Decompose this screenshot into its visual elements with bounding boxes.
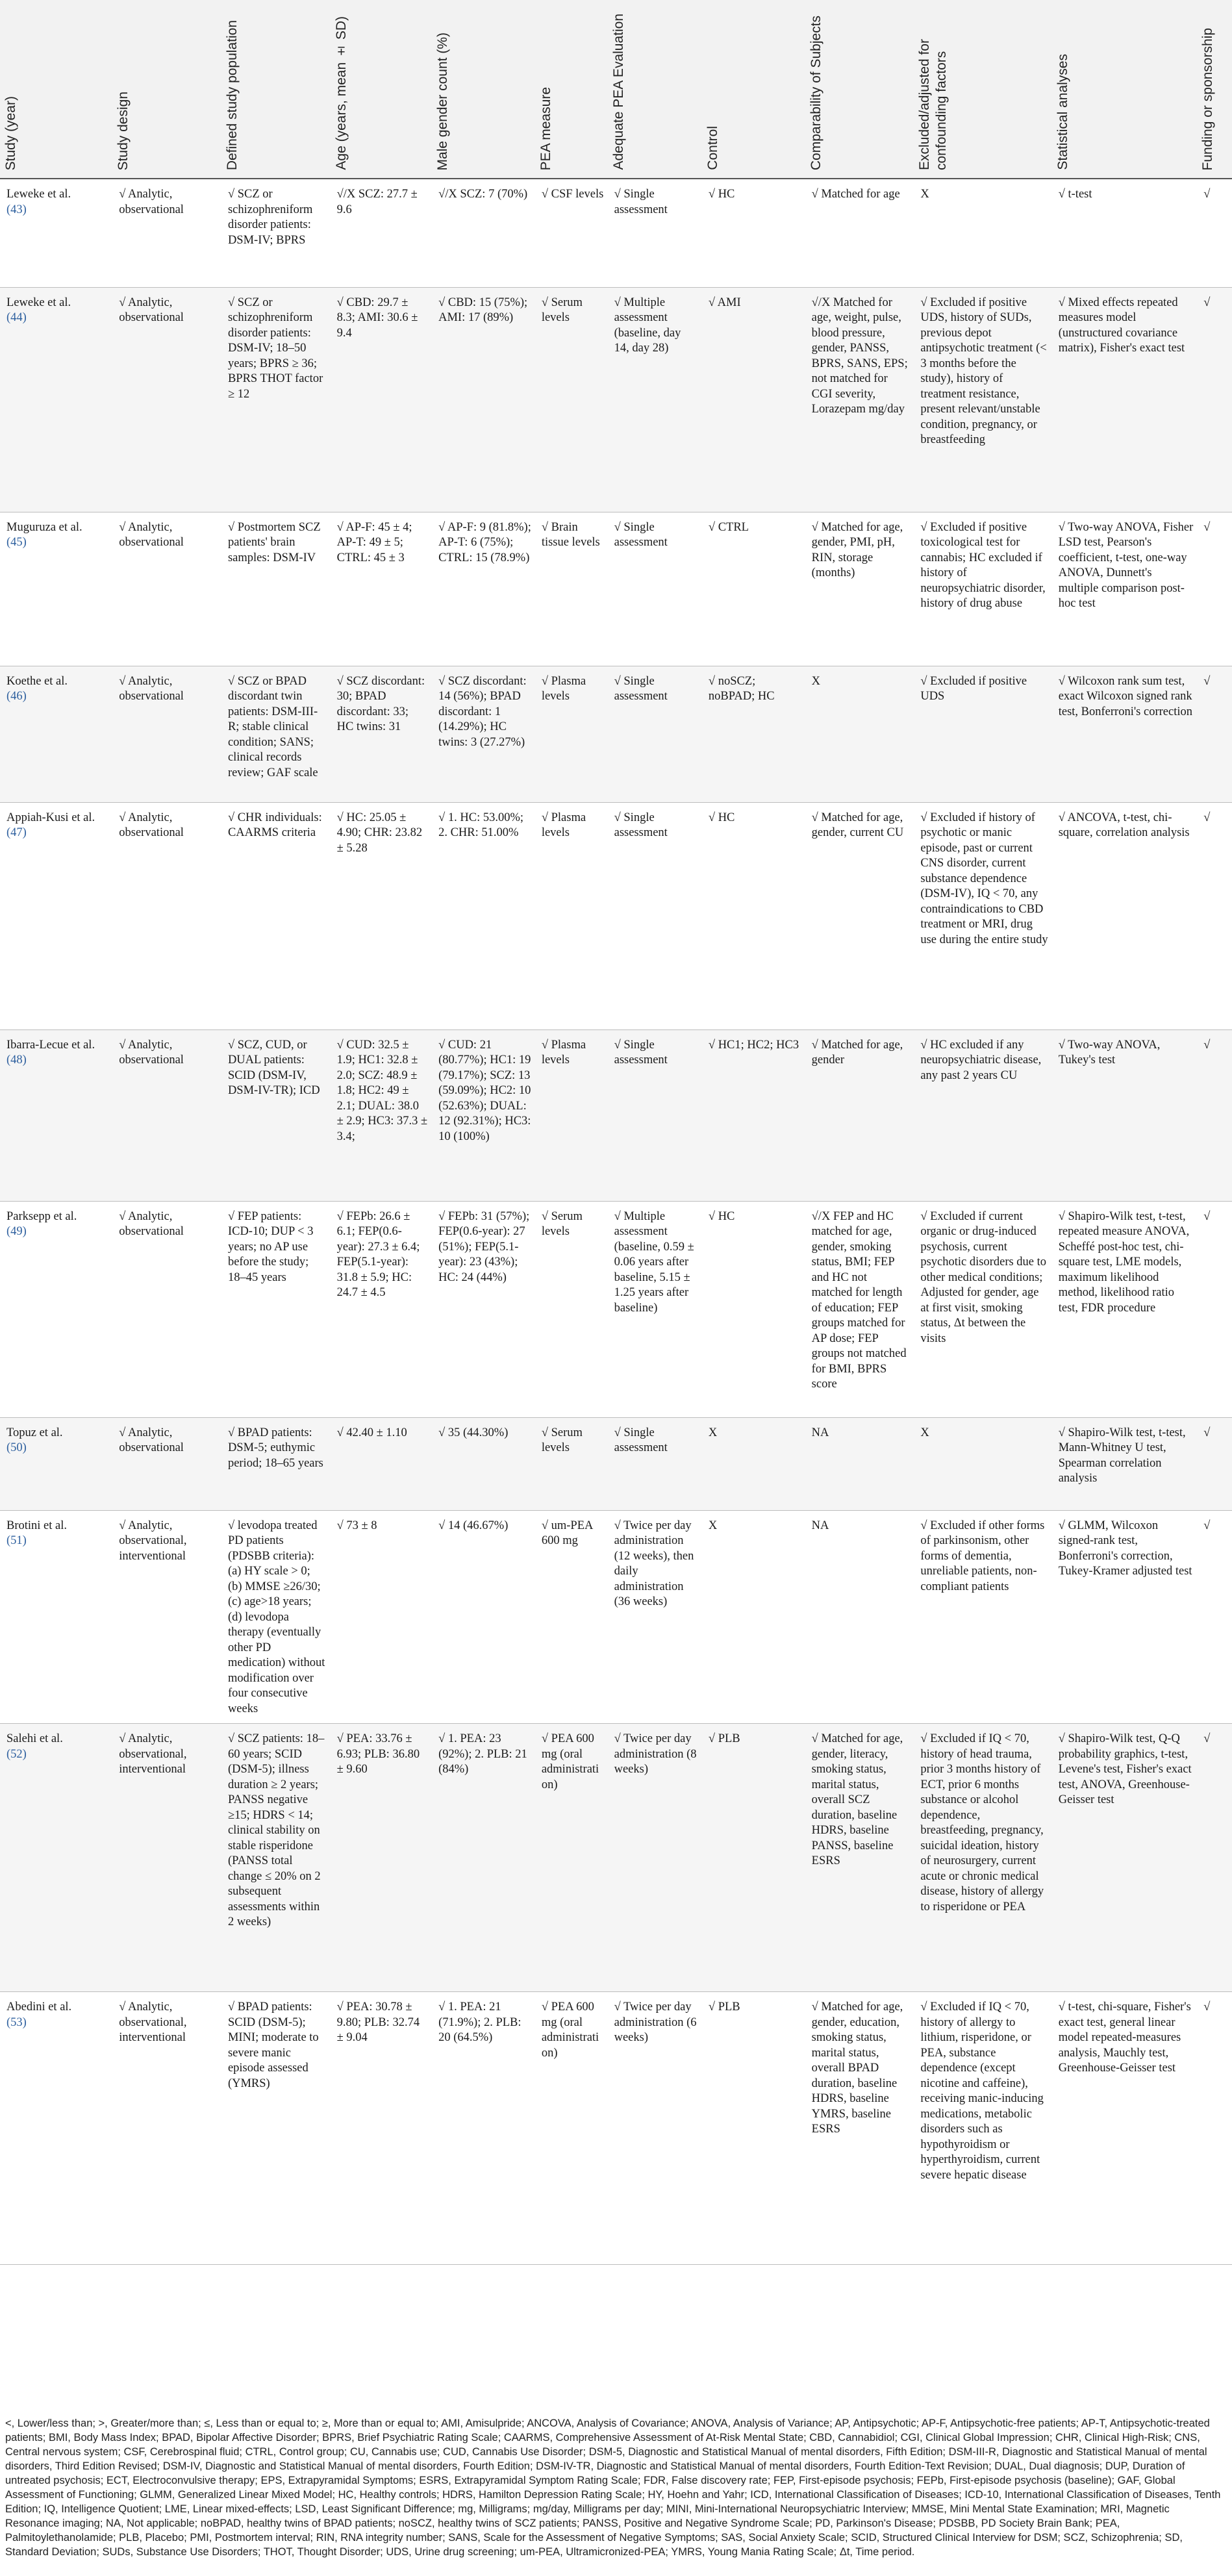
- pea-measure-cell: √ Plasma levels: [535, 666, 608, 802]
- pea-evaluation-cell: √ Single assessment: [608, 666, 702, 802]
- abbreviations-footnote: <, Lower/less than; >, Greater/more than; ≤, Less than or equal to; ≥, More than or equal to; AMI, Amisulpride; ANCOVA, Analysis of Covariance; ANOVA, Analysis of Variance; AP, Antipsychotic; AP-F, Antipsychotic-free patients; AP-T, Antipsychotic-treated patients; BMI, Body Mass Index; BPAD, Bipolar Affective Disorder; BPRS, Brief Psychiatric Rating Scale; CAARMS, Comprehensive Assessment of At-Risk Mental State; CBD, Cannabidiol; CGI, Clinical Global Impression; CHR, Clinical High-Risk; CNS, Central nervous system; CSF, Cerebrospinal fluid; CTRL, Control group; CU, Cannabis use; CUD, Cannabis Use Disorder; DSM-5, Diagnostic and Statistical Manual of mental disorders, Fifth Edition; DSM-III-R, Diagnostic and Statistical Manual of mental disorders, Third Edition Revised; DSM-IV, Diagnostic and Statistical Manual of mental disorders, Fourth Edition; DSM-IV-TR, Diagnostic and Statistical Manual of mental disorders, Fourth Edition-Text Revision; DUAL, Dual diagnosis; DUP, Duration of untreated psychosis; ECT, Electroconvulsive therapy; EPS, Extrapyramidal Symptoms; ESRS, Extrapyramidal Symptom Rating Scale; FDR, False discovery rate; FEP, First-episode psychosis; FEPb, First-episode psychosis (baseline); GAF, Global Assessment of Functioning; GLMM, Generalized Linear Mixed Model; HC, Healthy controls; HDRS, Hamilton Depression Rating Scale; HY, Hoehn and Yahr; ICD, International Classification of Diseases; ICD-10, International Classification of Diseases, Tenth Edition; IQ, Intelligence Quotient; LME, Linear mixed-effects; LSD, Least Significant Difference; mg, Milligrams; mg/day, Milligrams per day; MINI, Mini-International Neuropsychiatric Interview; MMSE, Mini Mental State Examination; MRI, Magnetic Resonance imaging; NA, Not applicable; noBPAD, healthy twins of BPAD patients; noSCZ, healthy twins of SCZ patients; PANSS, Positive and Negative Syndrome Scale; PD, Parkinson's Disease; PDSBB, PD Society Brain Bank; PEA, Palmitoylethanolamide; PLB, Placebo; PMI, Postmortem interval; RIN, RNA integrity number; SANS, Scale for the Assessment of Negative Symptoms; SAS, Social Anxiety Scale; SCID, Structured Clinical Interview for DSM; SCZ, Schizophrenia; SD, Standard Deviation; SUDs, Substance Use Disorders; THOT, Thought Disorder; UDS, Urine drug screening; um-PEA, Ultramicronized-PEA; YMRS, Young Mania Rating Scale; Δt, Time period.: [5, 2418, 1221, 2558]
- age-cell: √ HC: 25.05 ± 4.90; CHR: 23.82 ± 5.28: [331, 802, 432, 1029]
- study-cell: Leweke et al. (44): [0, 287, 112, 512]
- age-cell: √ FEPb: 26.6 ± 6.1; FEP(0.6-year): 27.3 ± 6.4; FEP(5.1-year): 31.8 ± 5.9; HC: 24.7 ± 4.5: [331, 1201, 432, 1417]
- statistics-cell: √ Two-way ANOVA, Fisher LSD test, Pearson's coefficient, t-test, one-way ANOVA, Dunnett's multiple comparison post-hoc test: [1052, 512, 1198, 666]
- age-cell: √ PEA: 33.76 ± 6.93; PLB: 36.80 ± 9.60: [331, 1724, 432, 1992]
- header-cell: Excluded/adjusted for confounding factors: [914, 0, 1051, 179]
- header-cell: Study design: [112, 0, 221, 179]
- funding-cell: √: [1197, 287, 1232, 512]
- reference-link[interactable]: (48): [6, 1054, 27, 1067]
- statistics-cell: √ ANCOVA, t-test, chi-square, correlation analysis: [1052, 802, 1198, 1029]
- design-cell: √ Analytic, observational: [112, 179, 221, 287]
- table-row: [0, 179, 1232, 287]
- population-cell: √ FEP patients: ICD-10; DUP < 3 years; no AP use before the study; 18–45 years: [221, 1201, 331, 1417]
- study-cell: Parksepp et al. (49): [0, 1201, 112, 1417]
- population-cell: √ SCZ or schizophreniform disorder patients: DSM-IV; BPRS: [221, 179, 331, 287]
- male-count-cell: √ 14 (46.67%): [432, 1510, 535, 1724]
- comparability-cell: √ Matched for age, gender, literacy, smoking status, marital status, overall SCZ duration, baseline HDRS, baseline PANSS, baseline ESRS: [805, 1724, 914, 1992]
- population-cell: √ SCZ or schizophreniform disorder patients: DSM-IV; 18–50 years; BPRS ≥ 36; BPRS THOT factor ≥ 12: [221, 287, 331, 512]
- design-cell: √ Analytic, observational: [112, 1417, 221, 1510]
- age-cell: √ CBD: 29.7 ± 8.3; AMI: 30.6 ± 9.4: [331, 287, 432, 512]
- funding-cell: √: [1197, 1029, 1232, 1201]
- control-cell: √ PLB: [702, 1992, 805, 2265]
- population-cell: √ SCZ or BPAD discordant twin patients: DSM-III-R; stable clinical condition; SANS; clinical records review; GAF scale: [221, 666, 331, 802]
- confounders-cell: √ Excluded if positive toxicological test for cannabis; HC excluded if history of neuropsychiatric disorder, history of drug abuse: [914, 512, 1051, 666]
- funding-cell: √: [1197, 179, 1232, 287]
- age-cell: √ 42.40 ± 1.10: [331, 1417, 432, 1510]
- comparability-cell: √ Matched for age, gender, current CU: [805, 802, 914, 1029]
- male-count-cell: √ FEPb: 31 (57%); FEP(0.6-year): 27 (51%); FEP(5.1-year): 23 (43%); HC: 24 (44%): [432, 1201, 535, 1417]
- pea-measure-cell: √ Brain tissue levels: [535, 512, 608, 666]
- control-cell: √ PLB: [702, 1724, 805, 1992]
- comparability-cell: √ Matched for age, gender, education, smoking status, marital status, overall BPAD duration, baseline HDRS, baseline YMRS, baseline ESRS: [805, 1992, 914, 2265]
- study-cell: Leweke et al. (43): [0, 179, 112, 287]
- statistics-cell: √ Shapiro-Wilk test, t-test, Mann-Whitney U test, Spearman correlation analysis: [1052, 1417, 1198, 1510]
- header-row: [0, 0, 1232, 179]
- header-cell: PEA measure: [535, 0, 608, 179]
- comparability-cell: √ Matched for age, gender: [805, 1029, 914, 1201]
- age-cell: √ AP-F: 45 ± 4; AP-T: 49 ± 5; CTRL: 45 ± 3: [331, 512, 432, 666]
- table-row: [0, 287, 1232, 512]
- design-cell: √ Analytic, observational, interventional: [112, 1992, 221, 2265]
- study-cell: Topuz et al. (50): [0, 1417, 112, 1510]
- male-count-cell: √ CUD: 21 (80.77%); HC1: 19 (79.17%); SCZ: 13 (59.09%); HC2: 10 (52.63%); DUAL: 12 (92.31%); HC3: 10 (100%): [432, 1029, 535, 1201]
- header-cell: Adequate PEA Evaluation: [608, 0, 702, 179]
- design-cell: √ Analytic, observational: [112, 802, 221, 1029]
- study-cell: Abedini et al. (53): [0, 1992, 112, 2265]
- male-count-cell: √ 35 (44.30%): [432, 1417, 535, 1510]
- comparability-cell: NA: [805, 1417, 914, 1510]
- study-cell: Muguruza et al. (45): [0, 512, 112, 666]
- population-cell: √ SCZ, CUD, or DUAL patients: SCID (DSM-IV, DSM-IV-TR); ICD: [221, 1029, 331, 1201]
- male-count-cell: √ 1. HC: 53.00%; 2. CHR: 51.00%: [432, 802, 535, 1029]
- header-cell: Statistical analyses: [1052, 0, 1198, 179]
- pea-evaluation-cell: √ Multiple assessment (baseline, 0.59 ± 0.06 years after baseline, 5.15 ± 1.25 years after baseline): [608, 1201, 702, 1417]
- control-cell: √ HC1; HC2; HC3: [702, 1029, 805, 1201]
- male-count-cell: √ 1. PEA: 21 (71.9%); 2. PLB: 20 (64.5%): [432, 1992, 535, 2265]
- header-cell: Funding or sponsorship: [1197, 0, 1232, 179]
- reference-link[interactable]: (49): [6, 1225, 27, 1238]
- study-cell: Salehi et al. (52): [0, 1724, 112, 1992]
- comparability-cell: √ Matched for age: [805, 179, 914, 287]
- pea-evaluation-cell: √ Twice per day administration (12 weeks), then daily administration (36 weeks): [608, 1510, 702, 1724]
- pea-evaluation-cell: √ Single assessment: [608, 802, 702, 1029]
- header-cell: Study (year): [0, 0, 112, 179]
- control-cell: √ AMI: [702, 287, 805, 512]
- pea-measure-cell: √ Plasma levels: [535, 802, 608, 1029]
- funding-cell: √: [1197, 1724, 1232, 1992]
- pea-evaluation-cell: √ Twice per day administration (8 weeks): [608, 1724, 702, 1992]
- table-row: [0, 1417, 1232, 1510]
- funding-cell: √: [1197, 512, 1232, 666]
- comparability-cell: X: [805, 666, 914, 802]
- pea-evaluation-cell: √ Single assessment: [608, 1029, 702, 1201]
- confounders-cell: X: [914, 1417, 1051, 1510]
- pea-measure-cell: √ Serum levels: [535, 287, 608, 512]
- age-cell: √ CUD: 32.5 ± 1.9; HC1: 32.8 ± 2.0; SCZ: 48.9 ± 1.8; HC2: 49 ± 2.1; DUAL: 38.0 ± 2.9; HC3: 37.3 ± 3.4;: [331, 1029, 432, 1201]
- comparability-cell: NA: [805, 1510, 914, 1724]
- confounders-cell: √ Excluded if other forms of parkinsonism, other forms of dementia, unreliable patients, non-compliant patients: [914, 1510, 1051, 1724]
- table-row: [0, 1201, 1232, 1417]
- design-cell: √ Analytic, observational: [112, 1029, 221, 1201]
- header-cell: Male gender count (%): [432, 0, 535, 179]
- confounders-cell: √ Excluded if positive UDS, history of SUDs, previous depot antipsychotic treatment (< 3 months before the study), history of treatment resistance, present relevant/unstable condition, pregnancy, or breastfeeding: [914, 287, 1051, 512]
- pea-evaluation-cell: √ Multiple assessment (baseline, day 14, day 28): [608, 287, 702, 512]
- table-row: [0, 666, 1232, 802]
- pea-evaluation-cell: √ Single assessment: [608, 179, 702, 287]
- confounders-cell: √ Excluded if IQ < 70, history of head trauma, prior 3 months history of ECT, prior 6 months substance or alcohol dependence, breastfeeding, pregnancy, suicidal ideation, history of neurosurgery, current acute or chronic medical disease, history of allergy to risperidone or PEA: [914, 1724, 1051, 1992]
- reference-link[interactable]: (51): [6, 1534, 27, 1547]
- control-cell: √ HC: [702, 179, 805, 287]
- population-cell: √ BPAD patients: DSM-5; euthymic period; 18–65 years: [221, 1417, 331, 1510]
- population-cell: √ CHR individuals: CAARMS criteria: [221, 802, 331, 1029]
- statistics-cell: √ GLMM, Wilcoxon signed-rank test, Bonferroni's correction, Tukey-Kramer adjusted test: [1052, 1510, 1198, 1724]
- pea-measure-cell: √ PEA 600 mg (oral administration): [535, 1992, 608, 2265]
- population-cell: √ Postmortem SCZ patients' brain samples: DSM-IV: [221, 512, 331, 666]
- funding-cell: √: [1197, 1417, 1232, 1510]
- age-cell: √/X SCZ: 27.7 ± 9.6: [331, 179, 432, 287]
- male-count-cell: √ AP-F: 9 (81.8%); AP-T: 6 (75%); CTRL: 15 (78.9%): [432, 512, 535, 666]
- male-count-cell: √/X SCZ: 7 (70%): [432, 179, 535, 287]
- age-cell: √ 73 ± 8: [331, 1510, 432, 1724]
- reference-link[interactable]: (47): [6, 826, 27, 839]
- pea-measure-cell: √ Serum levels: [535, 1201, 608, 1417]
- comparability-cell: √ Matched for age, gender, PMI, pH, RIN, storage (months): [805, 512, 914, 666]
- population-cell: √ SCZ patients: 18–60 years; SCID (DSM-5); illness duration ≥ 2 years; PANSS negative ≥15; HDRS < 14; clinical stability on stable risperidone (PANSS total change ≤ 20% on 2 subsequent assessments within 2 weeks): [221, 1724, 331, 1992]
- study-cell: Brotini et al. (51): [0, 1510, 112, 1724]
- funding-cell: √: [1197, 666, 1232, 802]
- study-cell: Koethe et al. (46): [0, 666, 112, 802]
- design-cell: √ Analytic, observational: [112, 512, 221, 666]
- pea-measure-cell: √ um-PEA 600 mg: [535, 1510, 608, 1724]
- age-cell: √ SCZ discordant: 30; BPAD discordant: 33; HC twins: 31: [331, 666, 432, 802]
- table-row: [0, 512, 1232, 666]
- confounders-cell: √ Excluded if history of psychotic or manic episode, past or current CNS disorder, current substance dependence (DSM-IV), IQ < 70, any contraindications to CBD treatment or MRI, drug use during the entire study: [914, 802, 1051, 1029]
- confounders-cell: √ Excluded if IQ < 70, history of allergy to lithium, risperidone, or PEA, substance dependence (except nicotine and caffeine), receiving manic-inducing medications, metabolic disorders such as hypothyroidism or hyperthyroidism, current severe hepatic disease: [914, 1992, 1051, 2265]
- table-row: [0, 1029, 1232, 1201]
- design-cell: √ Analytic, observational, interventional: [112, 1510, 221, 1724]
- pea-measure-cell: √ Serum levels: [535, 1417, 608, 1510]
- statistics-cell: √ t-test, chi-square, Fisher's exact test, general linear model repeated-measures analysis, Mauchly test, Greenhouse-Geisser test: [1052, 1992, 1198, 2265]
- statistics-cell: √ Mixed effects repeated measures model (unstructured covariance matrix), Fisher's exact test: [1052, 287, 1198, 512]
- design-cell: √ Analytic, observational: [112, 666, 221, 802]
- table-row: [0, 1724, 1232, 1992]
- statistics-cell: √ Shapiro-Wilk test, t-test, repeated measure ANOVA, Scheffé post-hoc test, chi-square test, LME models, maximum likelihood method, likelihood ratio test, FDR procedure: [1052, 1201, 1198, 1417]
- reference-link[interactable]: (44): [6, 311, 27, 324]
- control-cell: X: [702, 1417, 805, 1510]
- age-cell: √ PEA: 30.78 ± 9.80; PLB: 32.74 ± 9.04: [331, 1992, 432, 2265]
- reference-link[interactable]: (53): [6, 2015, 27, 2029]
- header-cell: Comparability of Subjects: [805, 0, 914, 179]
- reference-link[interactable]: (45): [6, 536, 27, 549]
- table-row: [0, 1992, 1232, 2265]
- control-cell: √ HC: [702, 1201, 805, 1417]
- pea-measure-cell: √ PEA 600 mg (oral administration): [535, 1724, 608, 1992]
- control-cell: X: [702, 1510, 805, 1724]
- comparability-cell: √/X FEP and HC matched for age, gender, smoking status, BMI; FEP and HC not matched for length of education; FEP groups matched for AP dose; FEP groups not matched for BMI, BPRS score: [805, 1201, 914, 1417]
- confounders-cell: √ Excluded if current organic or drug-induced psychosis, current psychotic disorders due to other medical conditions; Adjusted for gender, age at first visit, smoking status, Δt between the visits: [914, 1201, 1051, 1417]
- statistics-cell: √ Shapiro-Wilk test, Q-Q probability graphics, t-test, Levene's test, Fisher's exact test, ANOVA, Greenhouse-Geisser test: [1052, 1724, 1198, 1992]
- funding-cell: √: [1197, 802, 1232, 1029]
- control-cell: √ noSCZ; noBPAD; HC: [702, 666, 805, 802]
- statistics-cell: √ Two-way ANOVA, Tukey's test: [1052, 1029, 1198, 1201]
- reference-link[interactable]: (43): [6, 203, 27, 216]
- statistics-cell: √ Wilcoxon rank sum test, exact Wilcoxon signed rank test, Bonferroni's correction: [1052, 666, 1198, 802]
- pea-evaluation-cell: √ Twice per day administration (6 weeks): [608, 1992, 702, 2265]
- table-row: [0, 1510, 1232, 1724]
- funding-cell: √: [1197, 1201, 1232, 1417]
- design-cell: √ Analytic, observational: [112, 1201, 221, 1417]
- confounders-cell: X: [914, 179, 1051, 287]
- reference-link[interactable]: (52): [6, 1747, 27, 1761]
- comparability-cell: √/X Matched for age, weight, pulse, blood pressure, gender, PANSS, BPRS, SANS, EPS; not matched for CGI severity, Lorazepam mg/day: [805, 287, 914, 512]
- header-cell: Control: [702, 0, 805, 179]
- confounders-cell: √ Excluded if positive UDS: [914, 666, 1051, 802]
- pea-measure-cell: √ CSF levels: [535, 179, 608, 287]
- control-cell: √ CTRL: [702, 512, 805, 666]
- population-cell: √ levodopa treated PD patients (PDSBB criteria): (a) HY scale > 0; (b) MMSE ≥26/30; (c) age>18 years; (d) levodopa therapy (eventually other PD medication) without modification over four consecutive weeks: [221, 1510, 331, 1724]
- population-cell: √ BPAD patients: SCID (DSM-5); MINI; moderate to severe manic episode assessed (YMRS): [221, 1992, 331, 2265]
- male-count-cell: √ SCZ discordant: 14 (56%); BPAD discordant: 1 (14.29%); HC twins: 3 (27.27%): [432, 666, 535, 802]
- control-cell: √ HC: [702, 802, 805, 1029]
- reference-link[interactable]: (46): [6, 690, 27, 703]
- design-cell: √ Analytic, observational, interventional: [112, 1724, 221, 1992]
- pea-measure-cell: √ Plasma levels: [535, 1029, 608, 1201]
- male-count-cell: √ CBD: 15 (75%); AMI: 17 (89%): [432, 287, 535, 512]
- header-cell: Age (years, mean ± SD): [331, 0, 432, 179]
- study-cell: Ibarra-Lecue et al. (48): [0, 1029, 112, 1201]
- male-count-cell: √ 1. PEA: 23 (92%); 2. PLB: 21 (84%): [432, 1724, 535, 1992]
- design-cell: √ Analytic, observational: [112, 287, 221, 512]
- statistics-cell: √ t-test: [1052, 179, 1198, 287]
- funding-cell: √: [1197, 1510, 1232, 1724]
- funding-cell: √: [1197, 1992, 1232, 2265]
- reference-link[interactable]: (50): [6, 1441, 27, 1454]
- table-row: [0, 802, 1232, 1029]
- pea-evaluation-cell: √ Single assessment: [608, 1417, 702, 1510]
- confounders-cell: √ HC excluded if any neuropsychiatric disease, any past 2 years CU: [914, 1029, 1051, 1201]
- study-cell: Appiah-Kusi et al. (47): [0, 802, 112, 1029]
- header-cell: Defined study population: [221, 0, 331, 179]
- pea-evaluation-cell: √ Single assessment: [608, 512, 702, 666]
